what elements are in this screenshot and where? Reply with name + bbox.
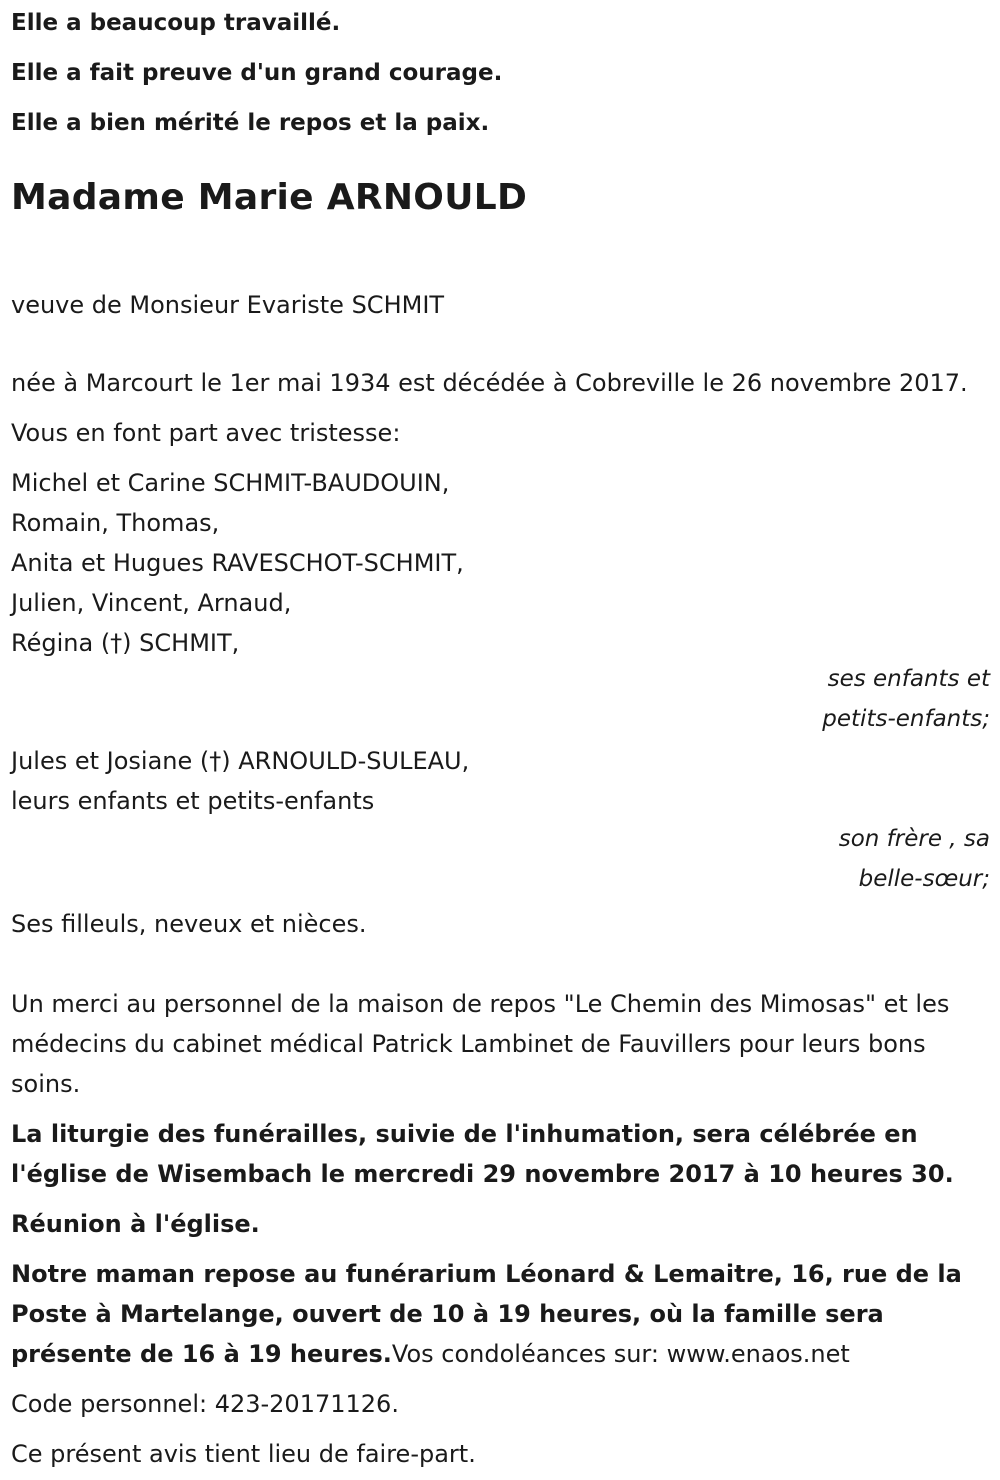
godchildren-line: Ses filleuls, neveux et nièces. <box>11 910 367 938</box>
family-line: Régina (†) SCHMIT, <box>11 629 240 657</box>
funeral-home-text: Notre maman repose au funérarium Léonard & Lemaitre, 16, rue de la Poste à Martelange, ouvert de 10 à 19 heures, où la famille sera présente de 16 à 19 heures. <box>11 1260 962 1368</box>
liturgy-paragraph: La liturgie des funérailles, suivie de l'inhumation, sera célébrée en l'église de Wisembach le mercredi 29 novembre 2017 à 10 heures 30. <box>11 1120 954 1188</box>
intro-line: Elle a beaucoup travaillé. <box>11 10 341 36</box>
widow-line: veuve de Monsieur Evariste SCHMIT <box>11 291 445 319</box>
intro-line: Elle a bien mérité le repos et la paix. <box>11 110 490 136</box>
siblings-block <box>11 741 990 899</box>
relation-line: belle-sœur; <box>858 866 990 892</box>
family-line: Julien, Vincent, Arnaud, <box>11 589 292 617</box>
notice-line: Ce présent avis tient lieu de faire-part. <box>11 1440 476 1468</box>
thanks-paragraph: Un merci au personnel de la maison de repos "Le Chemin des Mimosas" et les médecins du cabinet médical Patrick Lambinet de Fauvillers pour leurs bons soins. <box>11 990 950 1098</box>
family-line: Michel et Carine SCHMIT-BAUDOUIN, <box>11 469 450 497</box>
children-relation <box>790 659 990 739</box>
birth-death-line: née à Marcourt le 1er mai 1934 est décédée à Cobreville le 26 novembre 2017. <box>11 369 968 397</box>
funeral-home-paragraph <box>11 1254 990 1374</box>
relation-line: ses enfants et <box>827 666 990 692</box>
intro-block <box>11 8 990 138</box>
relation-line: son frère , sa <box>838 826 990 852</box>
family-line: leurs enfants et petits-enfants <box>11 787 375 815</box>
children-block <box>11 463 990 739</box>
deceased-name: Madame Marie ARNOULD <box>11 177 528 218</box>
sharing-line: Vous en font part avec tristesse: <box>11 419 401 447</box>
family-line: Anita et Hugues RAVESCHOT-SCHMIT, <box>11 549 464 577</box>
family-line: Romain, Thomas, <box>11 509 220 537</box>
intro-line: Elle a fait preuve d'un grand courage. <box>11 60 503 86</box>
condolences-text: Vos condoléances sur: www.enaos.net <box>391 1340 850 1368</box>
siblings-relation <box>790 819 990 899</box>
personal-code-line: Code personnel: 423-20171126. <box>11 1390 399 1418</box>
family-line: Jules et Josiane (†) ARNOULD-SULEAU, <box>11 747 470 775</box>
meeting-line: Réunion à l'église. <box>11 1210 260 1238</box>
relation-line: petits-enfants; <box>822 706 990 732</box>
